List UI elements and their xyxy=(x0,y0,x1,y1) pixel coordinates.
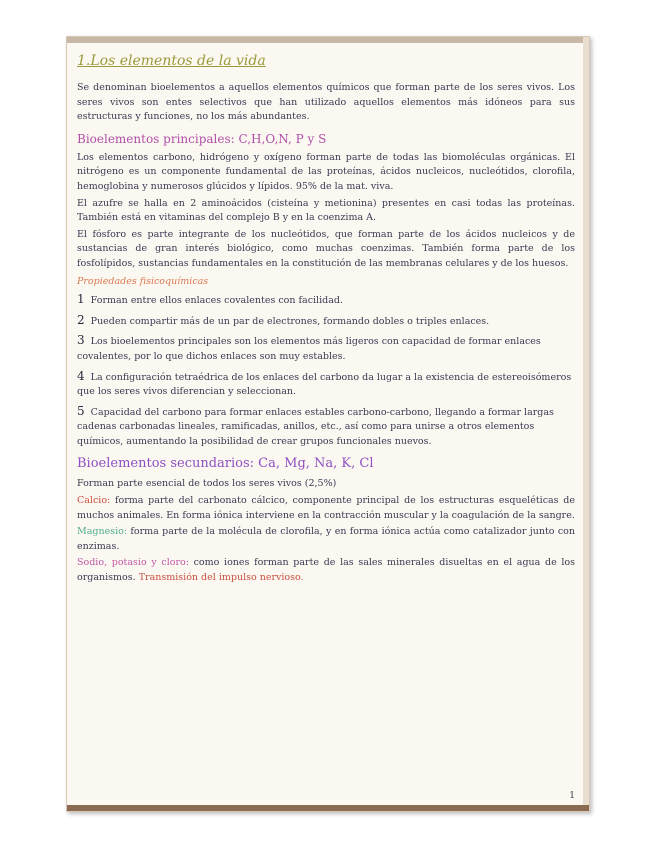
propiedades-heading: Propiedades fisicoquímicas xyxy=(77,275,209,287)
page-title: 1.Los elementos de la vida xyxy=(77,53,266,69)
item-text: Pueden compartir más de un par de electrones, formando dobles o triples enlaces. xyxy=(90,315,490,327)
item-number: 3 xyxy=(77,333,85,348)
item-text: Los bioelementos principales son los elementos más ligeros con capacidad de formar enlaces covalentes, por lo que dichos enlaces son muy estables. xyxy=(77,336,541,362)
calcio-entry xyxy=(77,494,575,523)
propiedad-item xyxy=(77,313,575,330)
notebook-page xyxy=(66,36,590,812)
intro-paragraph: Se denominan bioelementos a aquellos elementos químicos que forman parte de los seres vivos. Los seres vivos son entes selectivos que han utilizado aquellos elementos más idóneos para sus estructuras y funciones, no los más abundantes. xyxy=(77,82,575,123)
item-text: Capacidad del carbono para formar enlaces estables carbono-carbono, llegando a formar largas cadenas carbonadas lineales, ramificadas, anillos, etc., así como para unirse a otros elementos químicos, aumentando la posibilidad de crear grupos funcionales nuevos. xyxy=(77,406,554,447)
sodio-extra: Transmisión del impulso nervioso. xyxy=(138,572,304,584)
magnesio-entry xyxy=(77,525,575,554)
handwritten-notes xyxy=(77,51,575,588)
page-right-edge xyxy=(583,37,590,811)
calcio-text: forma parte del carbonato cálcico, componente principal de los estructuras esqueléticas de muchos animales. En forma iónica interviene en la contracción muscular y la coagulación de la sangre. xyxy=(77,495,575,521)
secundarios-heading: Bioelementos secundarios: Ca, Mg, Na, K, Cl xyxy=(77,456,374,472)
sodio-label: Sodio, potasio y cloro: xyxy=(77,557,189,569)
propiedad-item xyxy=(77,404,575,450)
propiedad-item xyxy=(77,333,575,364)
page-bottom-edge xyxy=(67,805,589,811)
page-number: 1 xyxy=(569,791,575,801)
secundarios-intro: Forman parte esencial de todos los seres vivos (2,5%) xyxy=(77,478,337,490)
principales-paragraph-3: El fósforo es parte integrante de los nucleótidos, que forman parte de los ácidos nucleicos y de sustancias de gran interés biológico, como muchas coenzimas. También forma parte de los fosfolípidos, sustancias fundamentales en la constitución de las membranas celulares y de los huesos. xyxy=(77,228,575,269)
item-number: 1 xyxy=(77,292,85,307)
page-top-edge xyxy=(67,37,589,43)
propiedad-item xyxy=(77,292,575,309)
item-number: 5 xyxy=(77,403,85,418)
sodio-text: como iones forman parte de las sales minerales disueltas en el agua de los organismos. xyxy=(77,557,575,584)
calcio-label: Calcio: xyxy=(77,495,111,507)
magnesio-text: forma parte de la molécula de clorofila, y en forma iónica actúa como catalizador junto con enzimas. xyxy=(77,526,575,552)
sodio-entry xyxy=(77,556,575,585)
item-text: Forman entre ellos enlaces covalentes con facilidad. xyxy=(90,295,343,307)
propiedad-item xyxy=(77,369,575,400)
principales-paragraph-2: El azufre se halla en 2 aminoácidos (cisteína y metionina) presentes en casi todas las proteínas. También está en vitaminas del complejo B y en la coenzima A. xyxy=(77,197,575,224)
item-number: 4 xyxy=(77,368,85,383)
magnesio-label: Magnesio: xyxy=(77,526,128,538)
item-text: La configuración tetraédrica de los enlaces del carbono da lugar a la existencia de estereoisómeros que los seres vivos diferencian y seleccionan. xyxy=(77,371,572,398)
item-number: 2 xyxy=(77,312,85,327)
principales-paragraph-1: Los elementos carbono, hidrógeno y oxígeno forman parte de todas las biomoléculas orgánicas. El nitrógeno es un componente fundamental de las proteínas, ácidos nucleicos, nucleótidos, clorofila, hemoglobina y numerosos glúcidos y lípidos. 95% de la mat. viva. xyxy=(77,151,575,192)
principales-heading: Bioelementos principales: C,H,O,N, P y S xyxy=(77,131,327,146)
